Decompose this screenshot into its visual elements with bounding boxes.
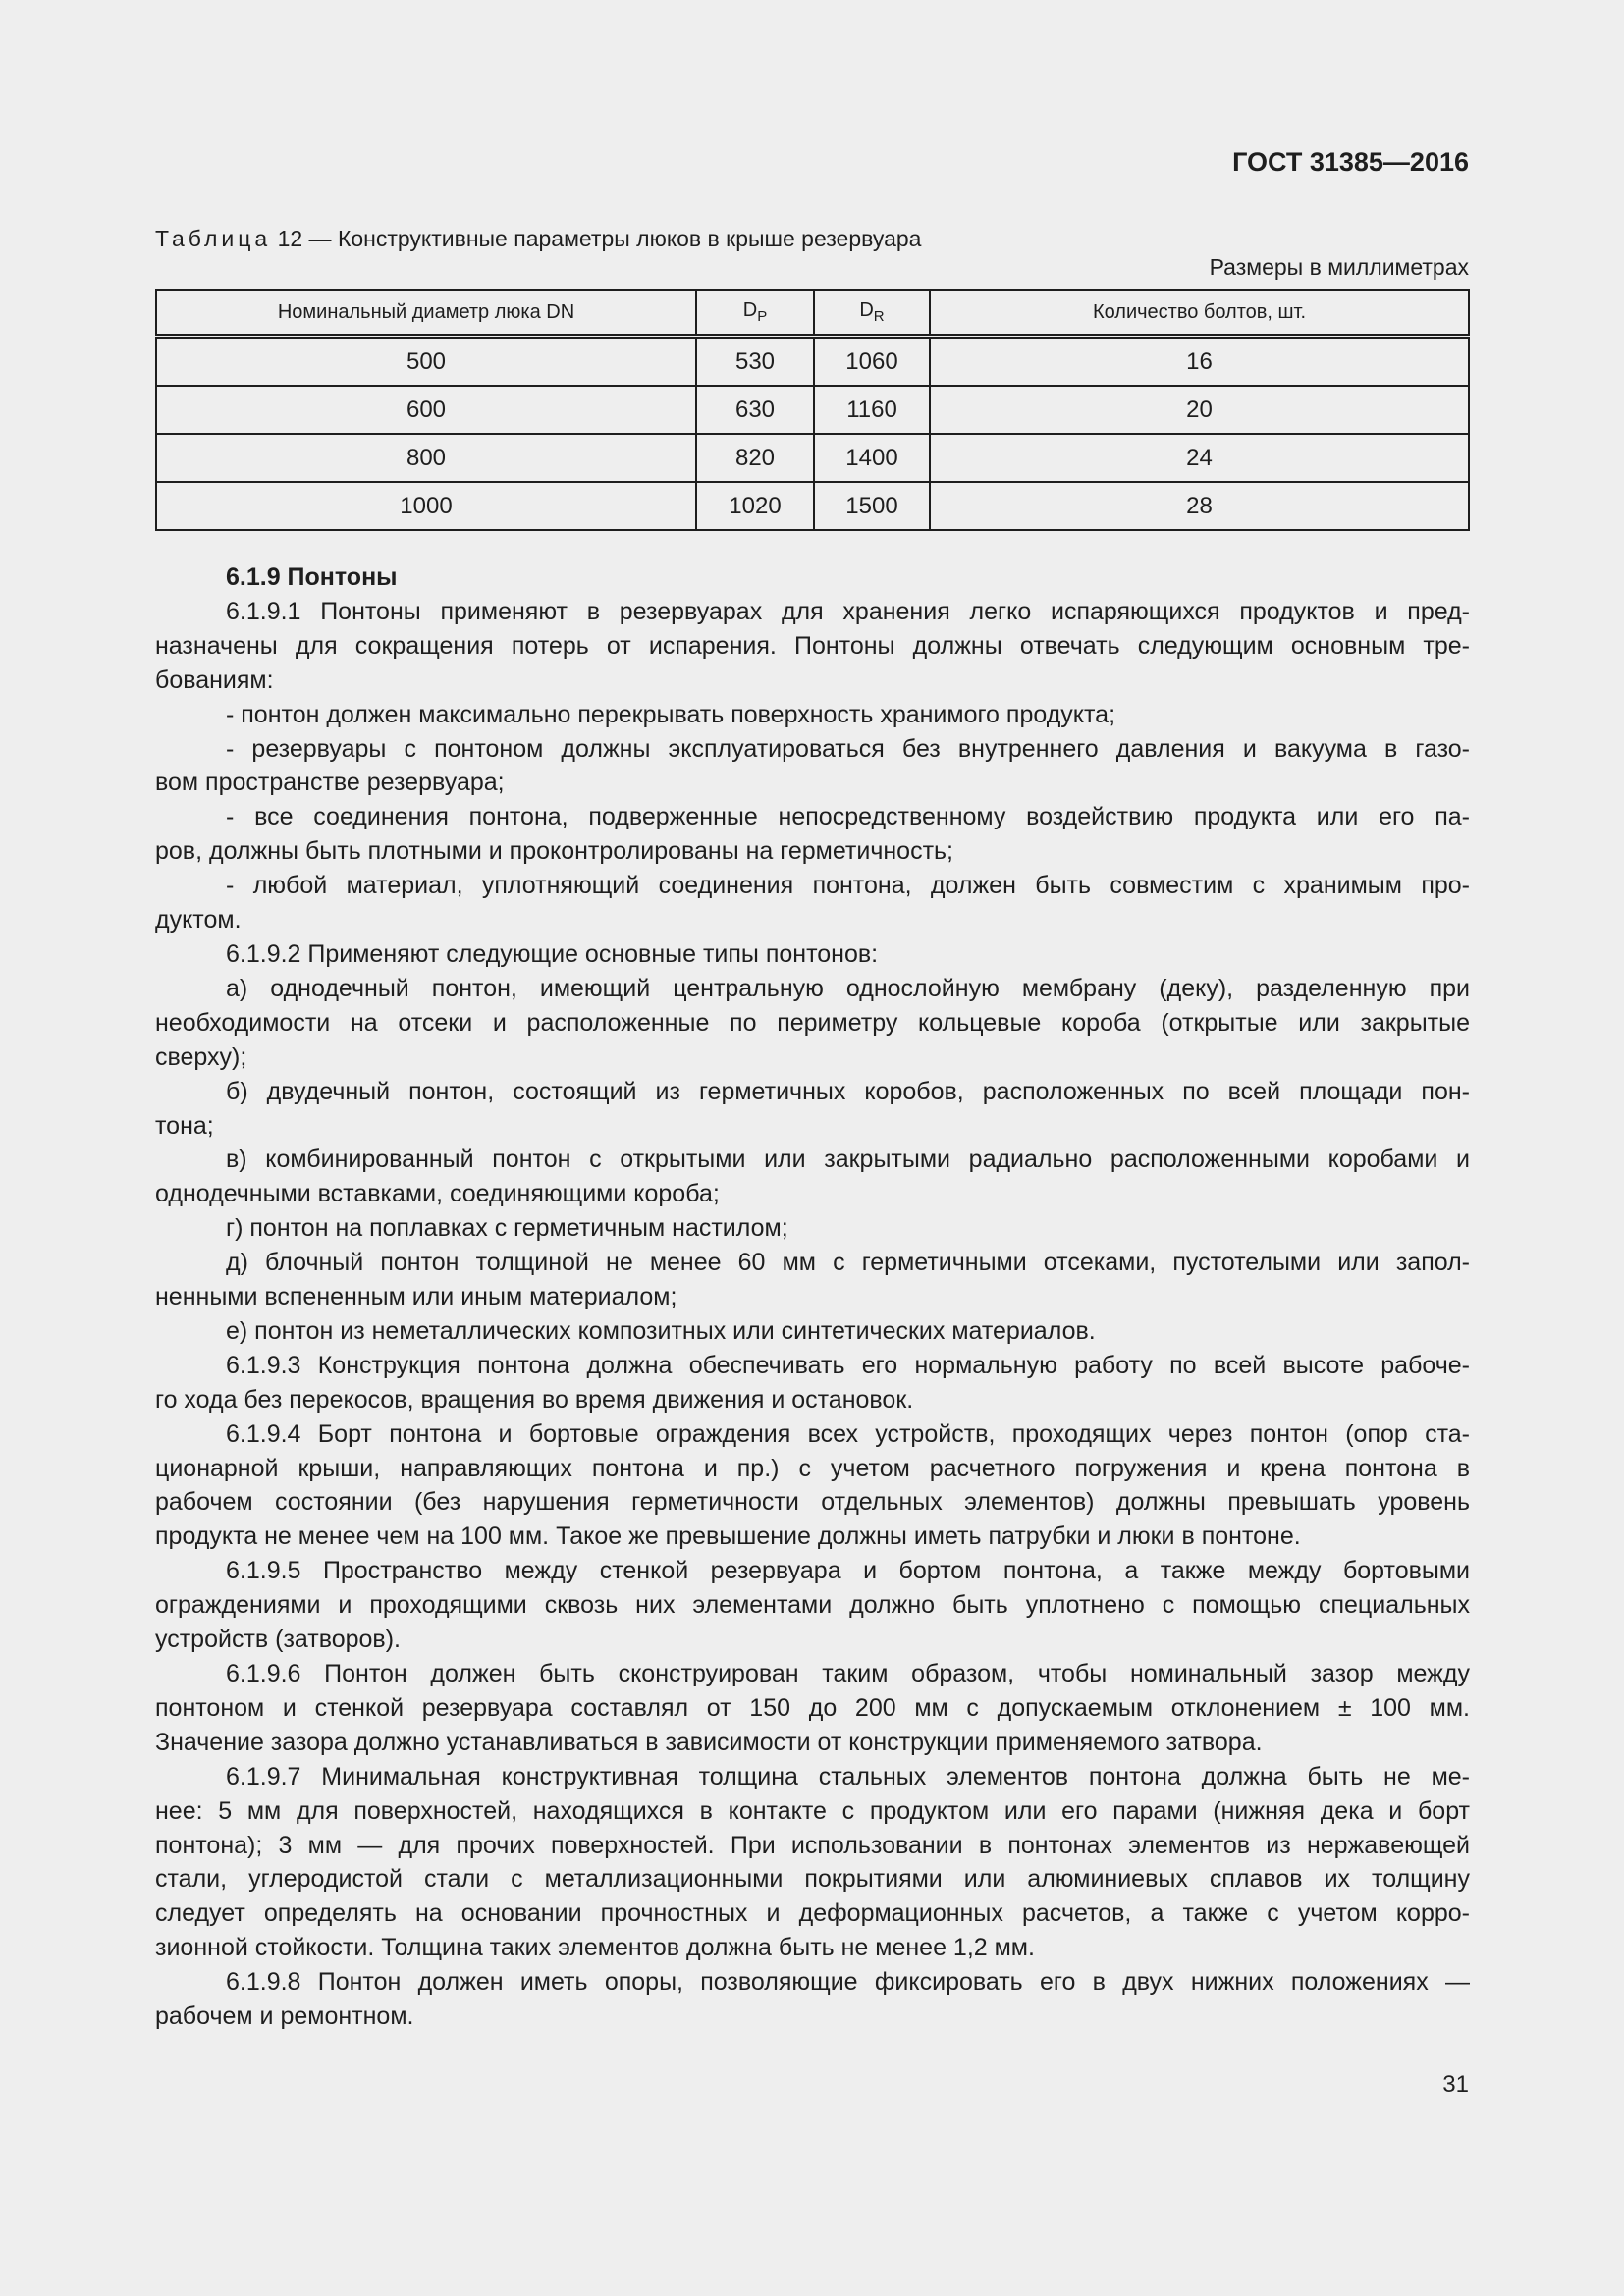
text-line: 6.1.9.4 Борт понтона и бортовые ограждения всех устройств, проходящих через понтон (опор ста-	[226, 1419, 1470, 1448]
paragraph	[155, 937, 1470, 972]
text-line: - любой материал, уплотняющий соединения понтона, должен быть совместим с хранимым про-	[226, 872, 1470, 900]
paragraph	[155, 698, 1470, 732]
document-code: ГОСТ 31385—2016	[1232, 147, 1469, 177]
text-line: ненными вспененным или иным материалом;	[155, 1283, 677, 1311]
table-cell: 1400	[814, 434, 930, 482]
text-line: зионной стойкости. Толщина таких элементов должна быть не менее 1,2 мм.	[155, 1934, 1035, 1962]
paragraph	[155, 1211, 1470, 1246]
text-line: тона;	[155, 1111, 214, 1140]
paragraph	[155, 1965, 1470, 2034]
text-line: 6.1.9.7 Минимальная конструктивная толщина стальных элементов понтона должна быть не ме-	[226, 1762, 1470, 1790]
text-line: устройств (затворов).	[155, 1626, 401, 1654]
text-line: ционарной крыши, направляющих понтона и пр.) с учетом расчетного погружения и крена понтона в	[155, 1454, 1470, 1482]
table-row	[156, 386, 1469, 434]
text-line: рабочем и ремонтном.	[155, 2002, 414, 2031]
table-cell: 630	[696, 386, 814, 434]
column-header-label: D	[859, 299, 874, 321]
paragraph	[155, 1349, 1470, 1417]
page-number: 31	[1442, 2071, 1469, 2098]
text-line: а) однодечный понтон, имеющий центральную однослойную мембрану (деку), разделенную при	[226, 974, 1470, 1002]
text-line: нее: 5 мм для поверхностей, находящихся в контакте с продуктом или его парами (нижняя дека и борт	[155, 1796, 1470, 1825]
hatch-parameters-table	[155, 289, 1470, 531]
column-header-label: D	[742, 299, 758, 321]
text-line: - все соединения понтона, подверженные непосредственному воздействию продукта или его па-	[226, 803, 1470, 831]
text-line: необходимости на отсеки и расположенные по периметру кольцевые короба (открытые или закрытые	[155, 1008, 1470, 1037]
paragraph	[155, 1314, 1470, 1349]
text-line: продукта не менее чем на 100 мм. Такое же превышение должны иметь патрубки и люки в понтоне.	[155, 1522, 1301, 1551]
text-line: б) двудечный понтон, состоящий из герметичных коробов, расположенных по всей площади пон-	[226, 1077, 1470, 1105]
text-line: г) понтон на поплавках с герметичным настилом;	[226, 1214, 788, 1243]
section-heading	[155, 561, 1470, 595]
column-header-subscript: P	[757, 308, 768, 325]
paragraph	[155, 732, 1470, 801]
table-cell: 16	[930, 337, 1469, 387]
text-line: - понтон должен максимально перекрывать поверхность хранимого продукта;	[226, 700, 1116, 728]
table-caption	[155, 226, 921, 252]
text-line: вом пространстве резервуара;	[155, 769, 505, 797]
text-line: ограждениями и проходящими сквозь них элементами должно быть уплотнено с помощью специальных	[155, 1591, 1470, 1620]
text-line: 6.1.9.6 Понтон должен быть сконструирован таким образом, чтобы номинальный зазор между	[226, 1660, 1470, 1687]
text-line: стали, углеродистой стали с металлизационными покрытиями или алюминиевых сплавов их толщину	[155, 1865, 1470, 1894]
paragraph	[155, 800, 1470, 869]
table-caption-label: Таблица	[155, 226, 272, 251]
column-header-bolts	[930, 290, 1469, 337]
table-cell: 1500	[814, 482, 930, 530]
text-line: дуктом.	[155, 906, 242, 934]
table-cell: 28	[930, 482, 1469, 530]
table-cell: 600	[156, 386, 696, 434]
table-cell: 500	[156, 337, 696, 387]
text-line: 6.1.9.2 Применяют следующие основные типы понтонов:	[226, 939, 879, 968]
paragraph	[155, 1143, 1470, 1211]
table-row	[156, 434, 1469, 482]
table-cell: 820	[696, 434, 814, 482]
paragraph	[155, 1760, 1470, 1965]
column-header-dp	[696, 290, 814, 337]
text-line: бованиям:	[155, 666, 274, 694]
table-cell: 530	[696, 337, 814, 387]
table-header-row	[156, 290, 1469, 337]
text-line: Значение зазора должно устанавливаться в зависимости от конструкции применяемого затвора.	[155, 1728, 1263, 1756]
text-line: понтоном и стенкой резервуара составлял от 150 до 200 мм с допускаемым отклонением ± 100 мм.	[155, 1693, 1470, 1722]
column-header-dn	[156, 290, 696, 337]
text-line: назначены для сокращения потерь от испарения. Понтоны должны отвечать следующим основным тре-	[155, 631, 1470, 660]
text-line: в) комбинированный понтон с открытыми или закрытыми радиально расположенными коробами и	[226, 1146, 1470, 1174]
text-line: сверху);	[155, 1042, 247, 1071]
text-line: д) блочный понтон толщиной не менее 60 мм с герметичными отсеками, пустотелыми или запол-	[226, 1249, 1470, 1277]
table-units: Размеры в миллиметрах	[1209, 254, 1469, 280]
table-cell: 1020	[696, 482, 814, 530]
table-caption-text: 12 — Конструктивные параметры люков в крыше резервуара	[277, 226, 922, 251]
text-line: - резервуары с понтоном должны эксплуатироваться без внутреннего давления и вакуума в газо-	[226, 734, 1470, 763]
table-cell: 20	[930, 386, 1469, 434]
text-line: 6.1.9.5 Пространство между стенкой резервуара и бортом понтона, а также между бортовыми	[226, 1557, 1470, 1585]
paragraph	[155, 972, 1470, 1075]
paragraph	[155, 1657, 1470, 1760]
table-cell: 1000	[156, 482, 696, 530]
paragraph	[155, 1246, 1470, 1314]
text-line: рабочем состоянии (без нарушения герметичности отдельных элементов) должны превышать уровень	[155, 1488, 1470, 1517]
text-line: го хода без перекосов, вращения во время движения и остановок.	[155, 1385, 914, 1414]
column-header-label: Номинальный диаметр люка DN	[277, 300, 575, 323]
text-line: е) понтон из неметаллических композитных или синтетических материалов.	[226, 1316, 1096, 1345]
paragraph	[155, 1075, 1470, 1144]
table-cell: 24	[930, 434, 1469, 482]
paragraph	[155, 1554, 1470, 1657]
table-cell: 1060	[814, 337, 930, 387]
table-row	[156, 482, 1469, 530]
column-header-dr	[814, 290, 930, 337]
text-line: 6.1.9 Понтоны	[226, 563, 398, 591]
column-header-label: Количество болтов, шт.	[1092, 300, 1307, 323]
paragraph	[155, 595, 1470, 698]
table-row	[156, 337, 1469, 387]
text-line: понтона); 3 мм — для прочих поверхностей. При использовании в понтонах элементов из нержавеющей	[155, 1831, 1470, 1859]
text-line: 6.1.9.3 Конструкция понтона должна обеспечивать его нормальную работу по всей высоте рабоче-	[226, 1351, 1470, 1379]
table-cell: 1160	[814, 386, 930, 434]
column-header-subscript: R	[873, 308, 885, 325]
text-line: ров, должны быть плотными и проконтролированы на герметичность;	[155, 837, 953, 866]
table-cell: 800	[156, 434, 696, 482]
section-body	[155, 561, 1470, 2034]
text-line: 6.1.9.8 Понтон должен иметь опоры, позволяющие фиксировать его в двух нижних положениях —	[226, 1968, 1470, 1997]
text-line: следует определять на основании прочностных и деформационных расчетов, а также с учетом корро-	[155, 1899, 1470, 1928]
paragraph	[155, 869, 1470, 937]
text-line: 6.1.9.1 Понтоны применяют в резервуарах для хранения легко испаряющихся продуктов и пред-	[226, 597, 1470, 625]
text-line: однодечными вставками, соединяющими короба;	[155, 1180, 720, 1208]
paragraph	[155, 1417, 1470, 1555]
